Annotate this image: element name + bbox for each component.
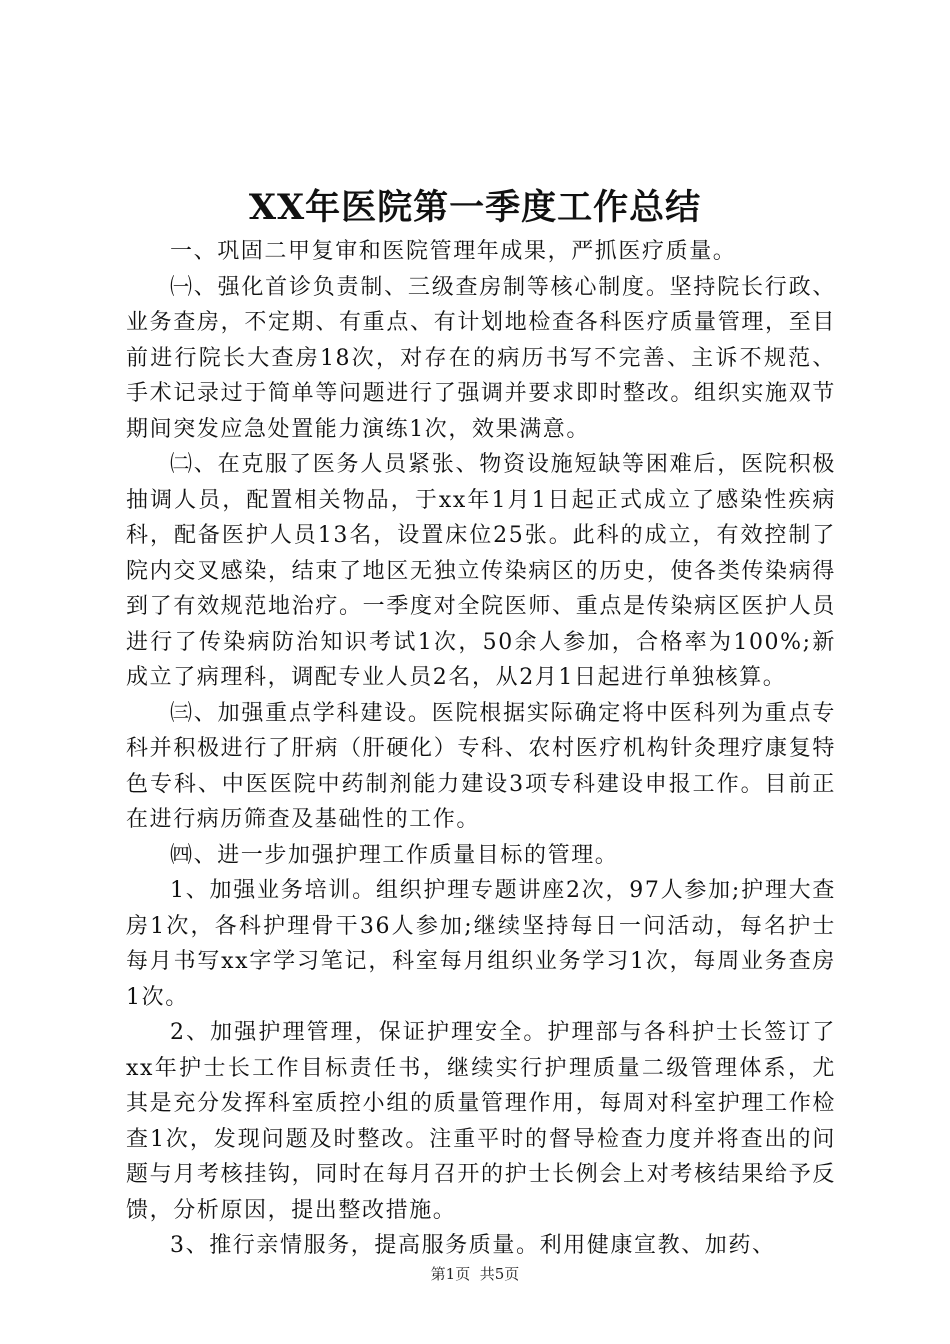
document-body [126, 234, 836, 1264]
document-title: XX年医院第一季度工作总结 [248, 187, 702, 228]
paragraph: ㈢、加强重点学科建设。医院根据实际确定将中医科列为重点专科并积极进行了肝病（肝硬化）专科、农村医疗机构针灸理疗康复特色专科、中医医院中药制剂能力建设3项专科建设申报工作。目前正在进行病历筛查及基础性的工作。 [126, 700, 836, 832]
paragraph: 2、加强护理管理，保证护理安全。护理部与各科护士长签订了xx年护士长工作目标责任书，继续实行护理质量二级管理体系，尤其是充分发挥科室质控小组的质量管理作用，每周对科室护理工作检查1次，发现问题及时整改。注重平时的督导检查力度并将查出的问题与月考核挂钩，同时在每月召开的护士长例会上对考核结果给予反馈，分析原因，提出整改措施。 [126, 1020, 836, 1223]
paragraph: ㈠、强化首诊负责制、三级查房制等核心制度。坚持院长行政、业务查房，不定期、有重点、有计划地检查各科医疗质量管理，至目前进行院长大查房18次，对存在的病历书写不完善、主诉不规范、手术记录过于简单等问题进行了强调并要求即时整改。组织实施双节期间突发应急处置能力演练1次，效果满意。 [126, 274, 836, 442]
page-total: 共5页 [479, 1265, 520, 1283]
paragraph: 1、加强业务培训。组织护理专题讲座2次，97人参加;护理大查房1次，各科护理骨干36人参加;继续坚持每日一问活动，每名护士每月书写xx字学习笔记，科室每月组织业务学习1次，每周业务查房1次。 [126, 878, 836, 1010]
page-number: 第1页 [430, 1265, 471, 1283]
paragraph: ㈡、在克服了医务人员紧张、物资设施短缺等困难后，医院积极抽调人员，配置相关物品，于xx年1月1日起正式成立了感染性疾病科，配备医护人员13名，设置床位25张。此科的成立，有效控制了院内交叉感染，结束了地区无独立传染病区的历史，使各类传染病得到了有效规范地治疗。一季度对全院医师、重点是传染病区医护人员进行了传染病防治知识考试1次，50余人参加，合格率为100%;新成立了病理科，调配专业人员2名，从2月1日起进行单独核算。 [126, 452, 836, 690]
paragraph: 3、推行亲情服务，提高服务质量。利用健康宣教、加药、 [170, 1233, 776, 1258]
paragraph: 一、巩固二甲复审和医院管理年成果，严抓医疗质量。 [170, 239, 737, 264]
paragraph: ㈣、进一步加强护理工作质量目标的管理。 [170, 842, 619, 868]
page-footer [0, 1262, 950, 1286]
